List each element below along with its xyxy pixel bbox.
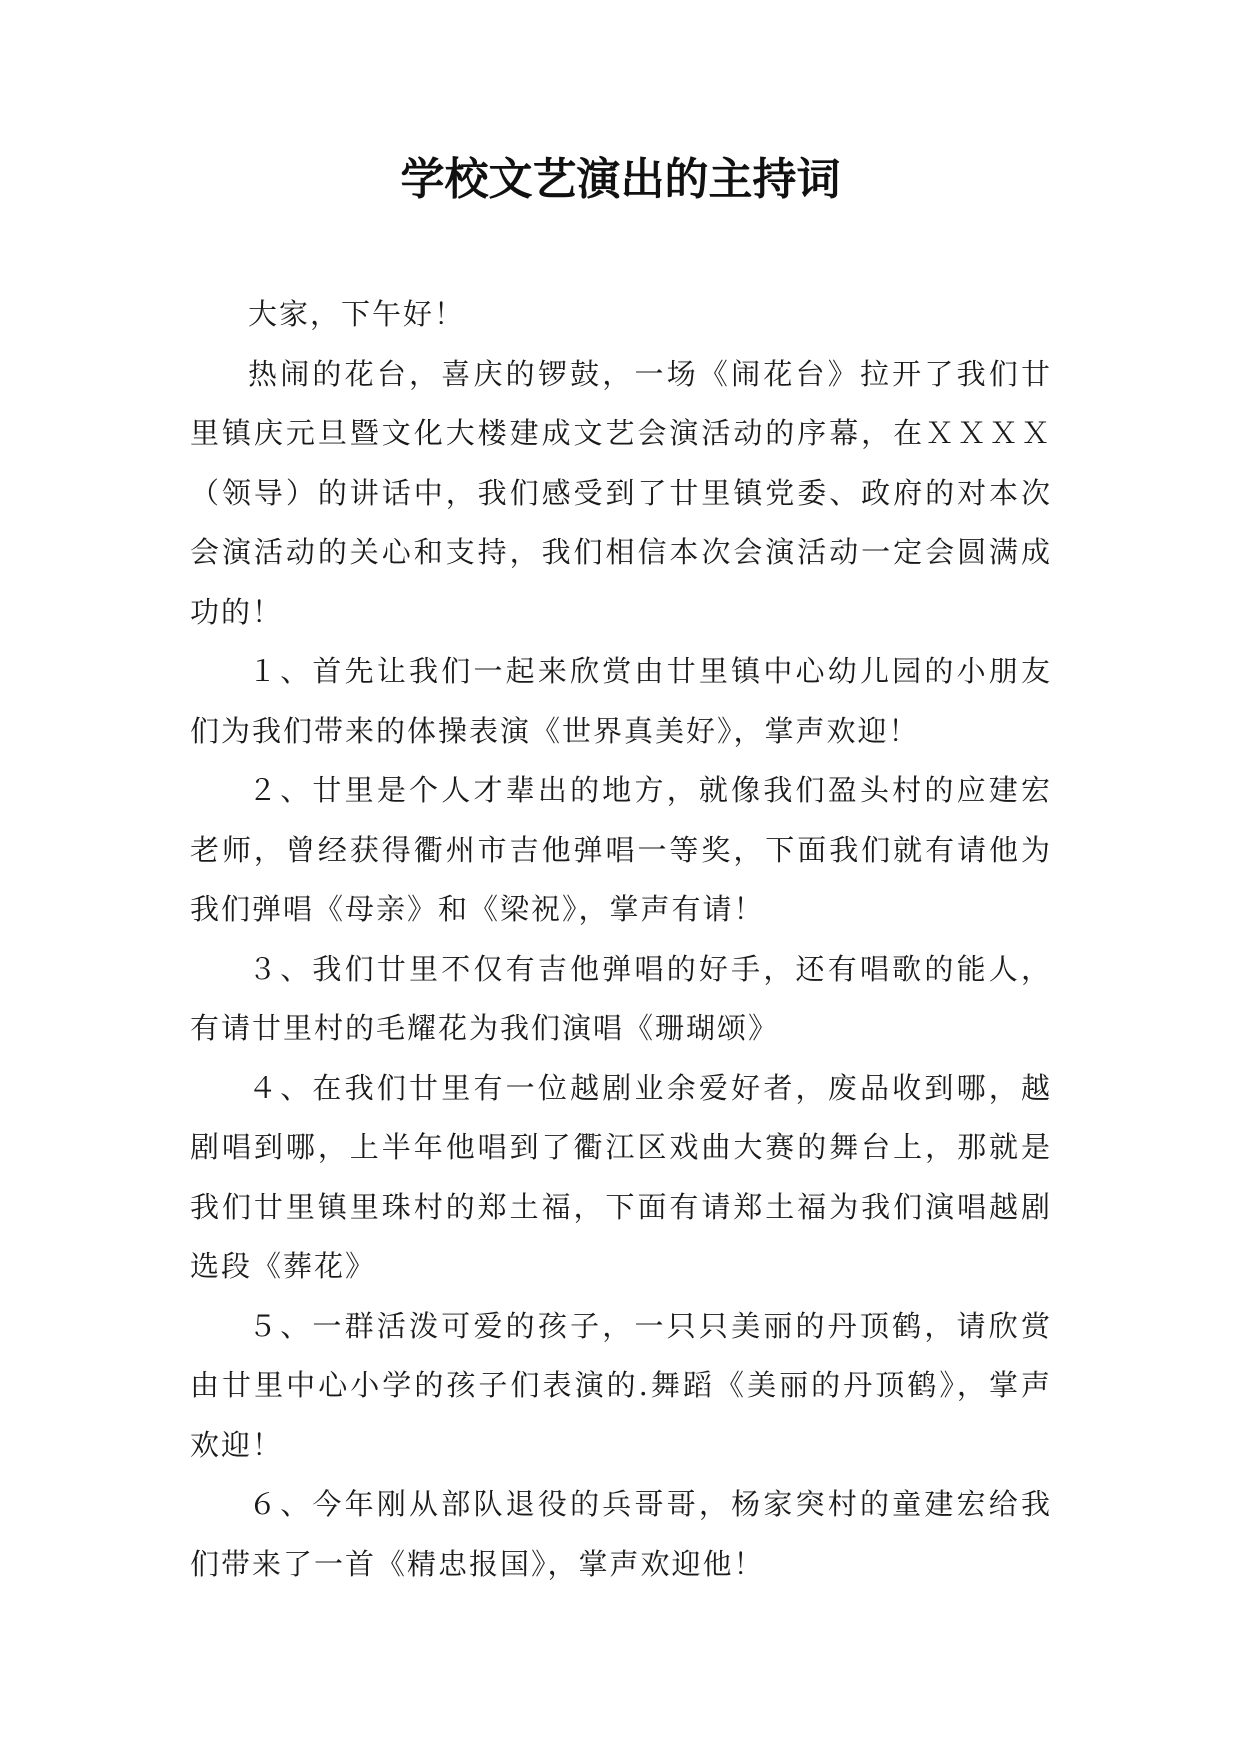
paragraph-greeting: 大家，下午好！ [248,297,466,331]
paragraph-item-1: １、首先让我们一起来欣赏由廿里镇中心幼儿园的小朋友们为我们带来的体操表演《世界真美好》，掌声欢迎！ [190,654,1052,748]
document-title: 学校文艺演出的主持词 [400,154,841,205]
document-body [190,285,1052,1594]
paragraph-item-6: ６、今年刚从部队退役的兵哥哥，杨家突村的童建宏给我们带来了一首《精忠报国》，掌声欢迎他！ [190,1487,1052,1581]
paragraph-item-4: ４、在我们廿里有一位越剧业余爱好者，废品收到哪，越剧唱到哪，上半年他唱到了衢江区戏曲大赛的舞台上，那就是我们廿里镇里珠村的郑土福，下面有请郑土福为我们演唱越剧选段《葬花》 [190,1070,1052,1283]
paragraph-item-2: ２、廿里是个人才辈出的地方，就像我们盈头村的应建宏老师，曾经获得衢州市吉他弹唱一等奖，下面我们就有请他为我们弹唱《母亲》和《梁祝》，掌声有请！ [190,773,1052,926]
paragraph-item-5: ５、一群活泼可爱的孩子，一只只美丽的丹顶鹤，请欣赏由廿里中心小学的孩子们表演的.舞蹈《美丽的丹顶鹤》，掌声欢迎！ [190,1308,1052,1462]
paragraph-item-3: ３、我们廿里不仅有吉他弹唱的好手，还有唱歌的能人，有请廿里村的毛耀花为我们演唱《珊瑚颂》 [190,951,1052,1045]
paragraph-opening: 热闹的花台，喜庆的锣鼓，一场《闹花台》拉开了我们廿里镇庆元旦暨文化大楼建成文艺会演活动的序幕，在ＸＸＸＸ（领导）的讲话中，我们感受到了廿里镇党委、政府的对本次会演活动的关心和支持，我们相信本次会演活动一定会圆满成功的！ [190,356,1052,629]
